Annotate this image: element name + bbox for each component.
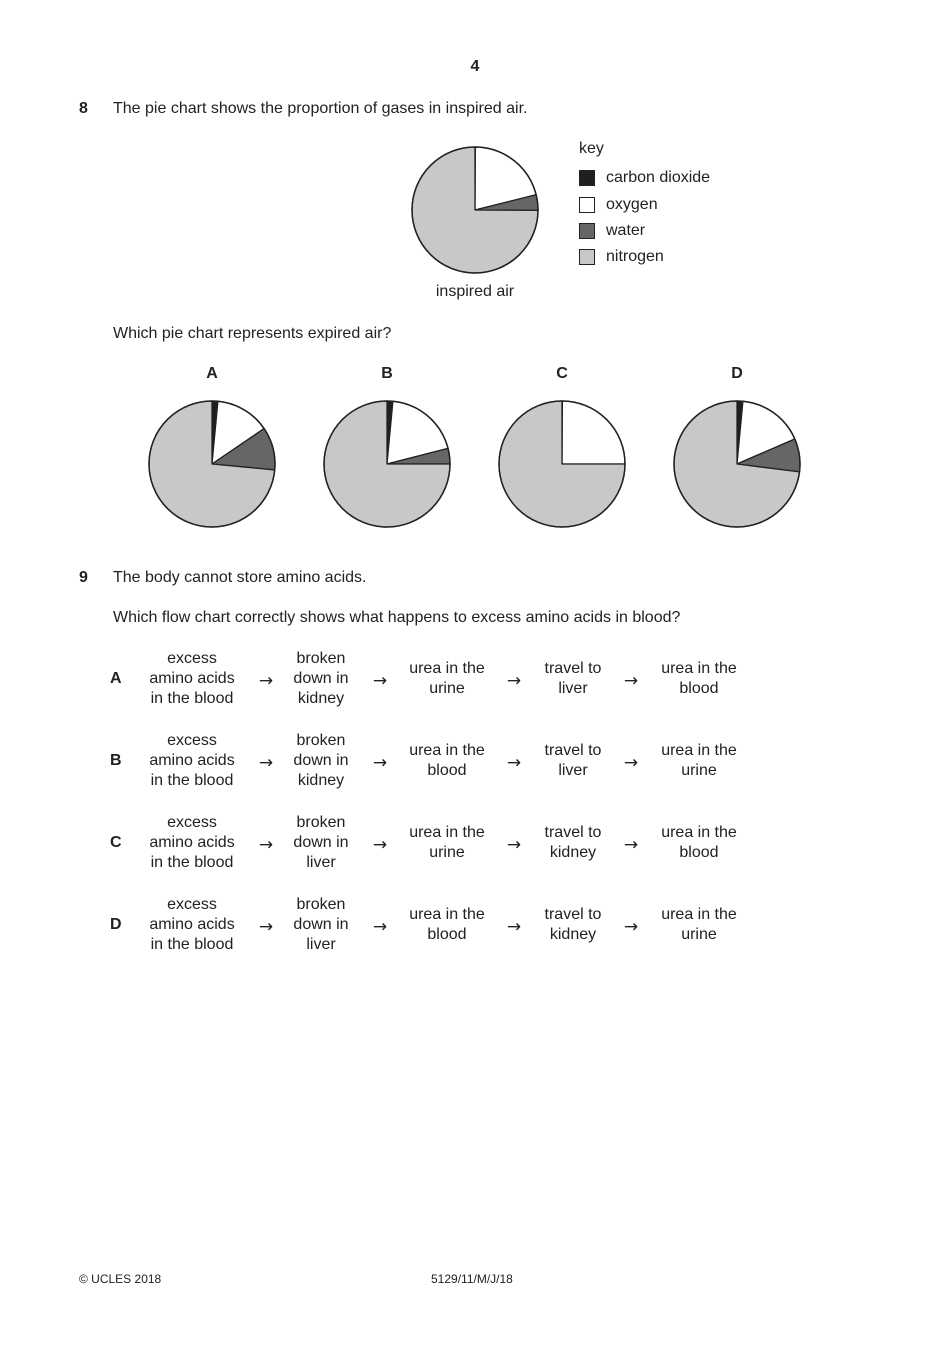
flow-arrow-icon: → xyxy=(506,671,522,691)
flow-step: urea in the urine xyxy=(661,906,737,943)
flow-step: urea in the urine xyxy=(661,742,737,779)
key-label: carbon dioxide xyxy=(606,169,711,186)
flow-option-a-label[interactable]: A xyxy=(110,670,122,687)
question-9-text: The body cannot store amino acids. xyxy=(113,569,367,586)
pie-slice-oxygen xyxy=(562,401,625,464)
flow-option-c-label[interactable]: C xyxy=(110,834,122,851)
option-a-slices xyxy=(149,401,275,527)
key-label: nitrogen xyxy=(606,248,664,265)
question-8-number: 8 xyxy=(79,100,88,117)
flow-step: broken down in kidney xyxy=(293,732,349,789)
page-number: 4 xyxy=(470,58,480,75)
flow-step: excess amino acids in the blood xyxy=(149,732,235,789)
flow-step: excess amino acids in the blood xyxy=(149,650,235,707)
flow-step: travel to liver xyxy=(544,660,602,697)
flow-arrow-icon: → xyxy=(506,917,522,937)
flow-step: travel to liver xyxy=(544,742,602,779)
flow-arrow-icon: → xyxy=(258,753,274,773)
flow-step: urea in the blood xyxy=(661,824,737,861)
key-item-nitrogen xyxy=(579,247,664,267)
question-9-prompt: Which flow chart correctly shows what happens to excess amino acids in blood? xyxy=(113,609,681,626)
flow-step: excess amino acids in the blood xyxy=(149,814,235,871)
key-label: water xyxy=(606,222,646,239)
option-c-label[interactable]: C xyxy=(556,365,568,382)
option-a-pie[interactable] xyxy=(142,394,282,534)
flow-step: broken down in liver xyxy=(293,896,349,953)
flow-arrow-icon: → xyxy=(372,917,388,937)
key-title: key xyxy=(579,140,604,157)
key-item-carbon-dioxide xyxy=(579,168,710,188)
option-b-label[interactable]: B xyxy=(381,365,393,382)
flow-step: urea in the urine xyxy=(409,824,485,861)
flow-arrow-icon: → xyxy=(623,671,639,691)
flow-arrow-icon: → xyxy=(258,917,274,937)
footer-code: 5129/11/M/J/18 xyxy=(431,1272,513,1286)
inspired-air-pie xyxy=(405,140,545,280)
question-9-number: 9 xyxy=(79,569,88,586)
flow-step: broken down in kidney xyxy=(293,650,349,707)
flow-step: urea in the blood xyxy=(661,660,737,697)
swatch-nitrogen xyxy=(579,249,595,265)
footer-copyright: © UCLES 2018 xyxy=(79,1272,162,1286)
flow-step: travel to kidney xyxy=(544,906,602,943)
flow-arrow-icon: → xyxy=(372,835,388,855)
inspired-air-slices xyxy=(412,147,538,273)
flow-arrow-icon: → xyxy=(623,753,639,773)
key-item-water xyxy=(579,221,645,241)
flow-arrow-icon: → xyxy=(506,835,522,855)
flow-step: urea in the urine xyxy=(409,660,485,697)
key-item-oxygen xyxy=(579,195,658,215)
flow-option-b-label[interactable]: B xyxy=(110,752,122,769)
option-d-pie[interactable] xyxy=(667,394,807,534)
option-b-slices xyxy=(324,401,450,527)
question-8-text: The pie chart shows the proportion of gases in inspired air. xyxy=(113,100,528,117)
flow-step: urea in the blood xyxy=(409,906,485,943)
question-8-prompt: Which pie chart represents expired air? xyxy=(113,325,392,342)
flow-option-d-label[interactable]: D xyxy=(110,916,122,933)
flow-step: broken down in liver xyxy=(293,814,349,871)
flow-step: urea in the blood xyxy=(409,742,485,779)
swatch-water xyxy=(579,223,595,239)
option-c-slices xyxy=(499,401,625,527)
option-b-pie[interactable] xyxy=(317,394,457,534)
swatch-oxygen xyxy=(579,197,595,213)
flow-step: travel to kidney xyxy=(544,824,602,861)
flow-arrow-icon: → xyxy=(372,671,388,691)
key-label: oxygen xyxy=(606,196,658,213)
flow-arrow-icon: → xyxy=(258,835,274,855)
inspired-air-caption: inspired air xyxy=(435,283,515,300)
flow-arrow-icon: → xyxy=(372,753,388,773)
option-d-label[interactable]: D xyxy=(731,365,743,382)
option-a-label[interactable]: A xyxy=(206,365,218,382)
flow-arrow-icon: → xyxy=(623,835,639,855)
flow-arrow-icon: → xyxy=(258,671,274,691)
flow-arrow-icon: → xyxy=(506,753,522,773)
option-c-pie[interactable] xyxy=(492,394,632,534)
swatch-carbon-dioxide xyxy=(579,170,595,186)
flow-step: excess amino acids in the blood xyxy=(149,896,235,953)
flow-arrow-icon: → xyxy=(623,917,639,937)
option-d-slices xyxy=(674,401,800,527)
